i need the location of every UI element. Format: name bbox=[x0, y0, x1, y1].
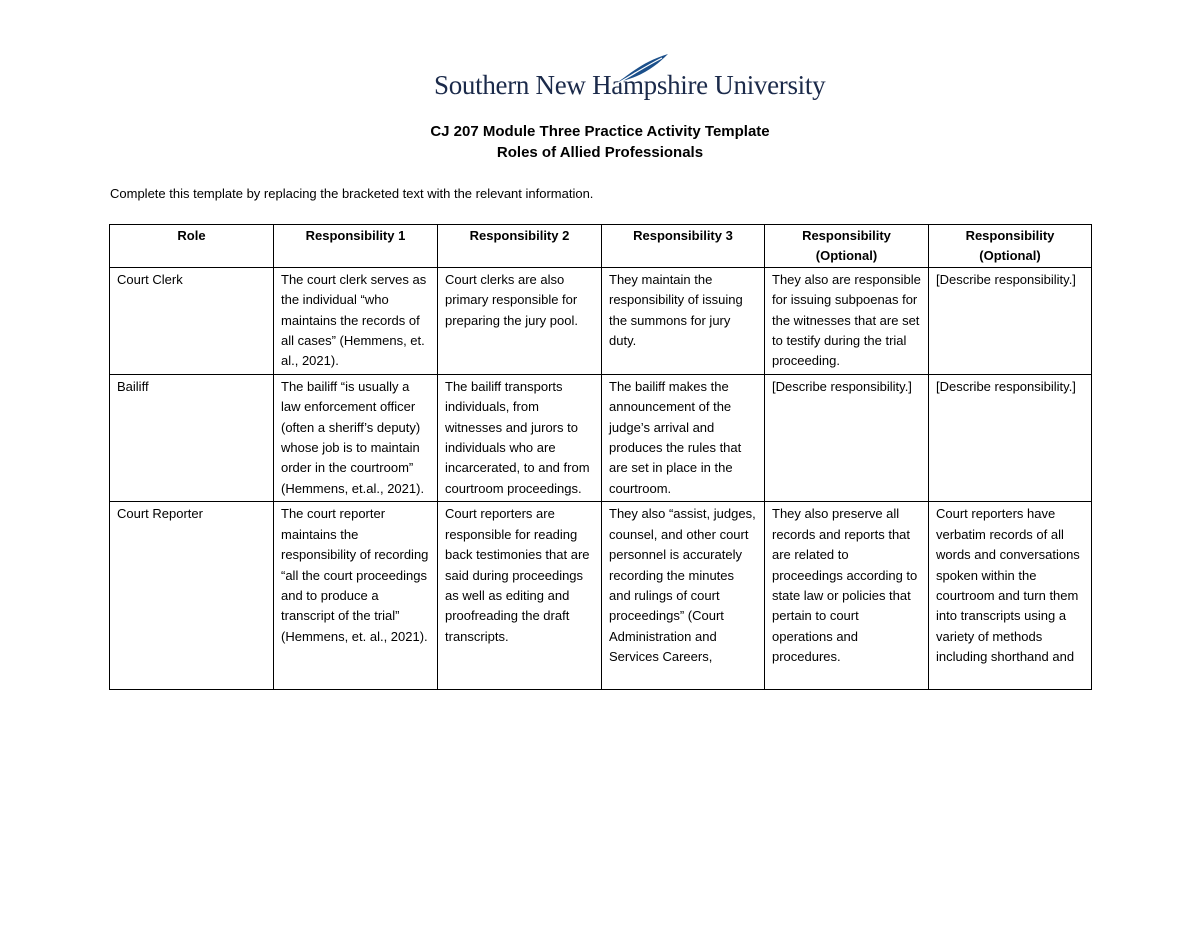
header-role: Role bbox=[110, 225, 274, 268]
table-cell-role: Bailiff bbox=[110, 374, 274, 501]
table-cell: [Describe responsibility.] bbox=[929, 374, 1092, 501]
table-cell bbox=[765, 502, 929, 690]
table-header-row bbox=[110, 225, 1092, 268]
document-title bbox=[0, 121, 1200, 163]
header-responsibility-2: Responsibility 2 bbox=[438, 225, 602, 268]
table-cell-role bbox=[110, 502, 274, 690]
table-cell-role: Court Clerk bbox=[110, 267, 274, 374]
table-cell bbox=[929, 502, 1092, 690]
table-cell: The bailiff transports individuals, from witnesses and jurors to individuals who are incarcerated, to and from courtroom proceedings. bbox=[438, 374, 602, 501]
table-cell: They maintain the responsibility of issuing the summons for jury duty. bbox=[602, 267, 765, 374]
cell-text: They also preserve all records and reports that are related to proceedings according to state law or policies that pertain to court operations and procedures. bbox=[772, 506, 918, 665]
table-cell: The court clerk serves as the individual “who maintains the records of all cases” (Hemmens, et. al., 2021). bbox=[274, 267, 438, 374]
cell-text: Court reporters are responsible for reading back testimonies that are said during proceedings as well as editing and proofreading the draft transcripts. bbox=[445, 506, 590, 644]
cell-text: They also “assist, judges, counsel, and other court personnel is accurately recording the minutes and rulings of court proceedings” (Court Administration and Services Careers, bbox=[609, 506, 756, 665]
table-cell bbox=[438, 502, 602, 690]
header-responsibility-3: Responsibility 3 bbox=[602, 225, 765, 268]
title-line-1: CJ 207 Module Three Practice Activity Template bbox=[430, 123, 770, 140]
roles-table bbox=[109, 224, 1092, 690]
header-responsibility-1: Responsibility 1 bbox=[274, 225, 438, 268]
cell-text: Court reporters have verbatim records of all words and conversations spoken within the courtroom and turn them into transcripts using a variety of methods including shorthand and bbox=[936, 506, 1080, 665]
table-cell: Court clerks are also primary responsible for preparing the jury pool. bbox=[438, 267, 602, 374]
table-cell: They also are responsible for issuing subpoenas for the witnesses that are set to testify during the trial proceeding. bbox=[765, 267, 929, 374]
table-cell bbox=[602, 502, 765, 690]
instructions-text: Complete this template by replacing the bracketed text with the relevant information. bbox=[110, 186, 594, 201]
table-cell: [Describe responsibility.] bbox=[929, 267, 1092, 374]
quill-leaf-icon bbox=[612, 52, 672, 86]
cell-text: The court reporter maintains the responsibility of recording “all the court proceedings and to produce a transcript of the trial” (Hemmens, et. al., 2021). bbox=[281, 506, 429, 644]
university-logo bbox=[434, 52, 826, 108]
university-wordmark: Southern New Hampshire University bbox=[434, 70, 826, 100]
title-line-2: Roles of Allied Professionals bbox=[496, 144, 704, 161]
table-row bbox=[110, 502, 1092, 690]
header-responsibility-optional-1: Responsibility (Optional) bbox=[765, 225, 929, 268]
cell-text: Court Reporter bbox=[117, 506, 203, 522]
table-cell: [Describe responsibility.] bbox=[765, 374, 929, 501]
table-row bbox=[110, 374, 1092, 501]
table-cell: The bailiff “is usually a law enforcement officer (often a sheriff’s deputy) whose job is to maintain order in the courtroom” (Hemmens, et.al., 2021). bbox=[274, 374, 438, 501]
table-row bbox=[110, 267, 1092, 374]
table-cell: The bailiff makes the announcement of the judge’s arrival and produces the rules that are set in place in the courtroom. bbox=[602, 374, 765, 501]
header-responsibility-optional-2: Responsibility (Optional) bbox=[929, 225, 1092, 268]
table-cell bbox=[274, 502, 438, 690]
